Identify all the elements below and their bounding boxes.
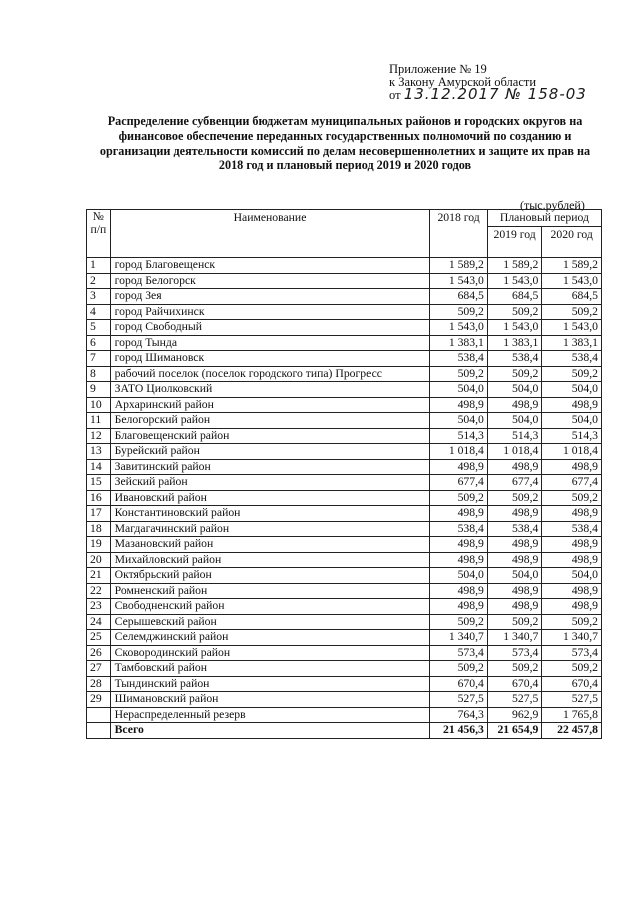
row-value-2019: 538,4 — [487, 351, 541, 367]
row-value-2018: 504,0 — [430, 568, 488, 584]
total-label: Всего — [110, 723, 430, 739]
total-number-cell — [87, 723, 111, 739]
header-name: Наименование — [110, 210, 430, 258]
row-number: 27 — [87, 661, 111, 677]
row-value-2018: 1 589,2 — [430, 258, 488, 274]
row-value-2018: 509,2 — [430, 661, 488, 677]
table-row — [87, 258, 602, 274]
row-value-2020: 498,9 — [542, 506, 602, 522]
row-number: 18 — [87, 521, 111, 537]
total-2018: 21 456,3 — [430, 723, 488, 739]
row-name: Селемджинский район — [110, 630, 430, 646]
row-value-2019: 498,9 — [487, 506, 541, 522]
units-label: (тыс.рублей) — [520, 198, 585, 212]
row-number: 28 — [87, 676, 111, 692]
row-value-2020: 684,5 — [542, 289, 602, 305]
row-value-2019: 509,2 — [487, 661, 541, 677]
table-row — [87, 630, 602, 646]
row-value-2020: 514,3 — [542, 428, 602, 444]
table-row — [87, 506, 602, 522]
appendix-date-prefix: от — [389, 88, 401, 102]
row-value-2019: 677,4 — [487, 475, 541, 491]
row-value-2019: 1 340,7 — [487, 630, 541, 646]
table-row — [87, 428, 602, 444]
row-value-2019: 498,9 — [487, 459, 541, 475]
row-number: 9 — [87, 382, 111, 398]
header-2018: 2018 год — [430, 210, 488, 258]
row-number: 11 — [87, 413, 111, 429]
row-number: 5 — [87, 320, 111, 336]
row-value-2019: 514,3 — [487, 428, 541, 444]
row-name: Завитинский район — [110, 459, 430, 475]
row-value-2018: 573,4 — [430, 645, 488, 661]
row-number: 21 — [87, 568, 111, 584]
row-value-2020: 498,9 — [542, 583, 602, 599]
row-value-2018: 498,9 — [430, 397, 488, 413]
document-title: Распределение субвенции бюджетам муниципальных районов и городских округов на финансовое обеспечение переданных государственных полномочий по созданию и организации деятельности комиссий по делам несовершеннолетних и защите их прав на 2018 год и плановый период 2019 и 2020 годов — [99, 114, 591, 173]
row-value-2020: 509,2 — [542, 304, 602, 320]
row-name: Серышевский район — [110, 614, 430, 630]
header-num: № п/п — [87, 210, 111, 258]
header-2020: 2020 год — [542, 227, 602, 258]
row-value-2019: 527,5 — [487, 692, 541, 708]
table-row — [87, 335, 602, 351]
table-row — [87, 397, 602, 413]
row-value-2018: 498,9 — [430, 599, 488, 615]
row-value-2019: 1 543,0 — [487, 320, 541, 336]
row-name: Михайловский район — [110, 552, 430, 568]
row-name: город Зея — [110, 289, 430, 305]
table-row — [87, 490, 602, 506]
row-value-2018: 538,4 — [430, 351, 488, 367]
handwritten-date: 13.12.2017 № 158-03 — [403, 85, 587, 103]
row-value-2018: 1 543,0 — [430, 273, 488, 289]
row-value-2019: 498,9 — [487, 552, 541, 568]
row-value-2019: 504,0 — [487, 382, 541, 398]
row-number: 19 — [87, 537, 111, 553]
row-name: Магдагачинский район — [110, 521, 430, 537]
row-name: Константиновский район — [110, 506, 430, 522]
row-value-2018: 498,9 — [430, 506, 488, 522]
table-row — [87, 320, 602, 336]
header-2019: 2019 год — [487, 227, 541, 258]
table-row — [87, 645, 602, 661]
row-value-2020: 509,2 — [542, 490, 602, 506]
table-row — [87, 661, 602, 677]
row-value-2020: 1 589,2 — [542, 258, 602, 274]
row-value-2019: 1 018,4 — [487, 444, 541, 460]
row-name: Тындинский район — [110, 676, 430, 692]
row-value-2018: 684,5 — [430, 289, 488, 305]
row-value-2019: 670,4 — [487, 676, 541, 692]
row-name: Белогорский район — [110, 413, 430, 429]
table-row — [87, 676, 602, 692]
row-number: 10 — [87, 397, 111, 413]
appendix-number: Приложение № 19 — [389, 62, 487, 76]
row-number: 2 — [87, 273, 111, 289]
total-2019: 21 654,9 — [487, 723, 541, 739]
row-number — [87, 707, 111, 723]
row-name: Свободненский район — [110, 599, 430, 615]
table-row — [87, 614, 602, 630]
table-row — [87, 459, 602, 475]
table-row — [87, 537, 602, 553]
table-row — [87, 692, 602, 708]
row-value-2020: 509,2 — [542, 614, 602, 630]
row-value-2020: 509,2 — [542, 366, 602, 382]
row-value-2018: 677,4 — [430, 475, 488, 491]
row-value-2020: 498,9 — [542, 537, 602, 553]
subvention-table — [86, 209, 602, 739]
table-body — [87, 258, 602, 739]
table-row — [87, 444, 602, 460]
row-value-2018: 504,0 — [430, 413, 488, 429]
row-value-2020: 573,4 — [542, 645, 602, 661]
table-row — [87, 599, 602, 615]
row-number: 7 — [87, 351, 111, 367]
row-name: Сковородинский район — [110, 645, 430, 661]
row-name: Бурейский район — [110, 444, 430, 460]
table-row — [87, 413, 602, 429]
total-2020: 22 457,8 — [542, 723, 602, 739]
row-name: город Райчихинск — [110, 304, 430, 320]
row-value-2018: 514,3 — [430, 428, 488, 444]
row-value-2020: 1 383,1 — [542, 335, 602, 351]
row-number: 13 — [87, 444, 111, 460]
row-number: 26 — [87, 645, 111, 661]
table-row — [87, 552, 602, 568]
row-value-2019: 498,9 — [487, 397, 541, 413]
row-value-2018: 527,5 — [430, 692, 488, 708]
row-value-2020: 504,0 — [542, 413, 602, 429]
row-name: Ивановский район — [110, 490, 430, 506]
row-number: 1 — [87, 258, 111, 274]
row-value-2019: 573,4 — [487, 645, 541, 661]
row-number: 29 — [87, 692, 111, 708]
row-value-2018: 1 018,4 — [430, 444, 488, 460]
row-value-2019: 684,5 — [487, 289, 541, 305]
row-value-2020: 1 340,7 — [542, 630, 602, 646]
row-value-2020: 1 018,4 — [542, 444, 602, 460]
appendix-block — [389, 63, 587, 102]
row-name: Благовещенский район — [110, 428, 430, 444]
row-name: город Благовещенск — [110, 258, 430, 274]
row-number: 25 — [87, 630, 111, 646]
row-value-2019: 504,0 — [487, 413, 541, 429]
row-value-2018: 509,2 — [430, 304, 488, 320]
row-number: 14 — [87, 459, 111, 475]
row-name: Зейский район — [110, 475, 430, 491]
row-name: Мазановский район — [110, 537, 430, 553]
table-row — [87, 382, 602, 398]
row-name: город Тында — [110, 335, 430, 351]
row-value-2020: 1 543,0 — [542, 273, 602, 289]
row-value-2020: 1 765,8 — [542, 707, 602, 723]
row-name: город Свободный — [110, 320, 430, 336]
table-row — [87, 351, 602, 367]
row-value-2019: 509,2 — [487, 366, 541, 382]
row-value-2020: 538,4 — [542, 521, 602, 537]
row-number: 15 — [87, 475, 111, 491]
row-value-2019: 1 589,2 — [487, 258, 541, 274]
table-row — [87, 273, 602, 289]
row-number: 23 — [87, 599, 111, 615]
table-row — [87, 707, 602, 723]
row-value-2018: 1 383,1 — [430, 335, 488, 351]
row-value-2020: 498,9 — [542, 459, 602, 475]
row-name: рабочий поселок (поселок городского типа) Прогресс — [110, 366, 430, 382]
row-value-2019: 509,2 — [487, 614, 541, 630]
row-value-2019: 962,9 — [487, 707, 541, 723]
row-value-2018: 670,4 — [430, 676, 488, 692]
row-value-2019: 1 383,1 — [487, 335, 541, 351]
row-name: город Белогорск — [110, 273, 430, 289]
appendix-date-line — [389, 85, 587, 103]
appendix-law: к Закону Амурской области — [389, 74, 537, 89]
row-value-2018: 538,4 — [430, 521, 488, 537]
row-value-2019: 538,4 — [487, 521, 541, 537]
table-row — [87, 304, 602, 320]
row-number: 24 — [87, 614, 111, 630]
row-value-2019: 498,9 — [487, 583, 541, 599]
table-row — [87, 289, 602, 305]
row-name: Тамбовский район — [110, 661, 430, 677]
row-value-2018: 498,9 — [430, 537, 488, 553]
row-value-2020: 677,4 — [542, 475, 602, 491]
row-name: город Шимановск — [110, 351, 430, 367]
row-number: 17 — [87, 506, 111, 522]
row-value-2019: 509,2 — [487, 304, 541, 320]
row-value-2019: 498,9 — [487, 599, 541, 615]
row-value-2020: 670,4 — [542, 676, 602, 692]
row-value-2020: 509,2 — [542, 661, 602, 677]
row-value-2020: 1 543,0 — [542, 320, 602, 336]
row-number: 6 — [87, 335, 111, 351]
row-name: ЗАТО Циолковский — [110, 382, 430, 398]
table-row — [87, 366, 602, 382]
row-value-2019: 1 543,0 — [487, 273, 541, 289]
table-row — [87, 568, 602, 584]
row-number: 16 — [87, 490, 111, 506]
row-value-2019: 504,0 — [487, 568, 541, 584]
row-value-2018: 504,0 — [430, 382, 488, 398]
total-row — [87, 723, 602, 739]
row-number: 12 — [87, 428, 111, 444]
table-row — [87, 475, 602, 491]
header-planned: Плановый период — [487, 210, 601, 227]
row-value-2020: 527,5 — [542, 692, 602, 708]
row-value-2019: 498,9 — [487, 537, 541, 553]
row-name: Ромненский район — [110, 583, 430, 599]
row-value-2020: 498,9 — [542, 552, 602, 568]
row-number: 8 — [87, 366, 111, 382]
row-value-2019: 509,2 — [487, 490, 541, 506]
row-value-2020: 538,4 — [542, 351, 602, 367]
table-row — [87, 521, 602, 537]
row-value-2020: 498,9 — [542, 599, 602, 615]
row-name: Нераспределенный резерв — [110, 707, 430, 723]
row-value-2018: 509,2 — [430, 614, 488, 630]
row-name: Архаринский район — [110, 397, 430, 413]
row-value-2018: 764,3 — [430, 707, 488, 723]
row-number: 4 — [87, 304, 111, 320]
table-row — [87, 583, 602, 599]
row-name: Октябрьский район — [110, 568, 430, 584]
row-value-2018: 509,2 — [430, 490, 488, 506]
row-name: Шимановский район — [110, 692, 430, 708]
row-value-2018: 509,2 — [430, 366, 488, 382]
row-value-2018: 498,9 — [430, 552, 488, 568]
row-number: 3 — [87, 289, 111, 305]
row-number: 20 — [87, 552, 111, 568]
row-value-2018: 1 543,0 — [430, 320, 488, 336]
row-number: 22 — [87, 583, 111, 599]
row-value-2018: 498,9 — [430, 459, 488, 475]
row-value-2020: 504,0 — [542, 568, 602, 584]
row-value-2020: 504,0 — [542, 382, 602, 398]
row-value-2018: 498,9 — [430, 583, 488, 599]
row-value-2018: 1 340,7 — [430, 630, 488, 646]
row-value-2020: 498,9 — [542, 397, 602, 413]
